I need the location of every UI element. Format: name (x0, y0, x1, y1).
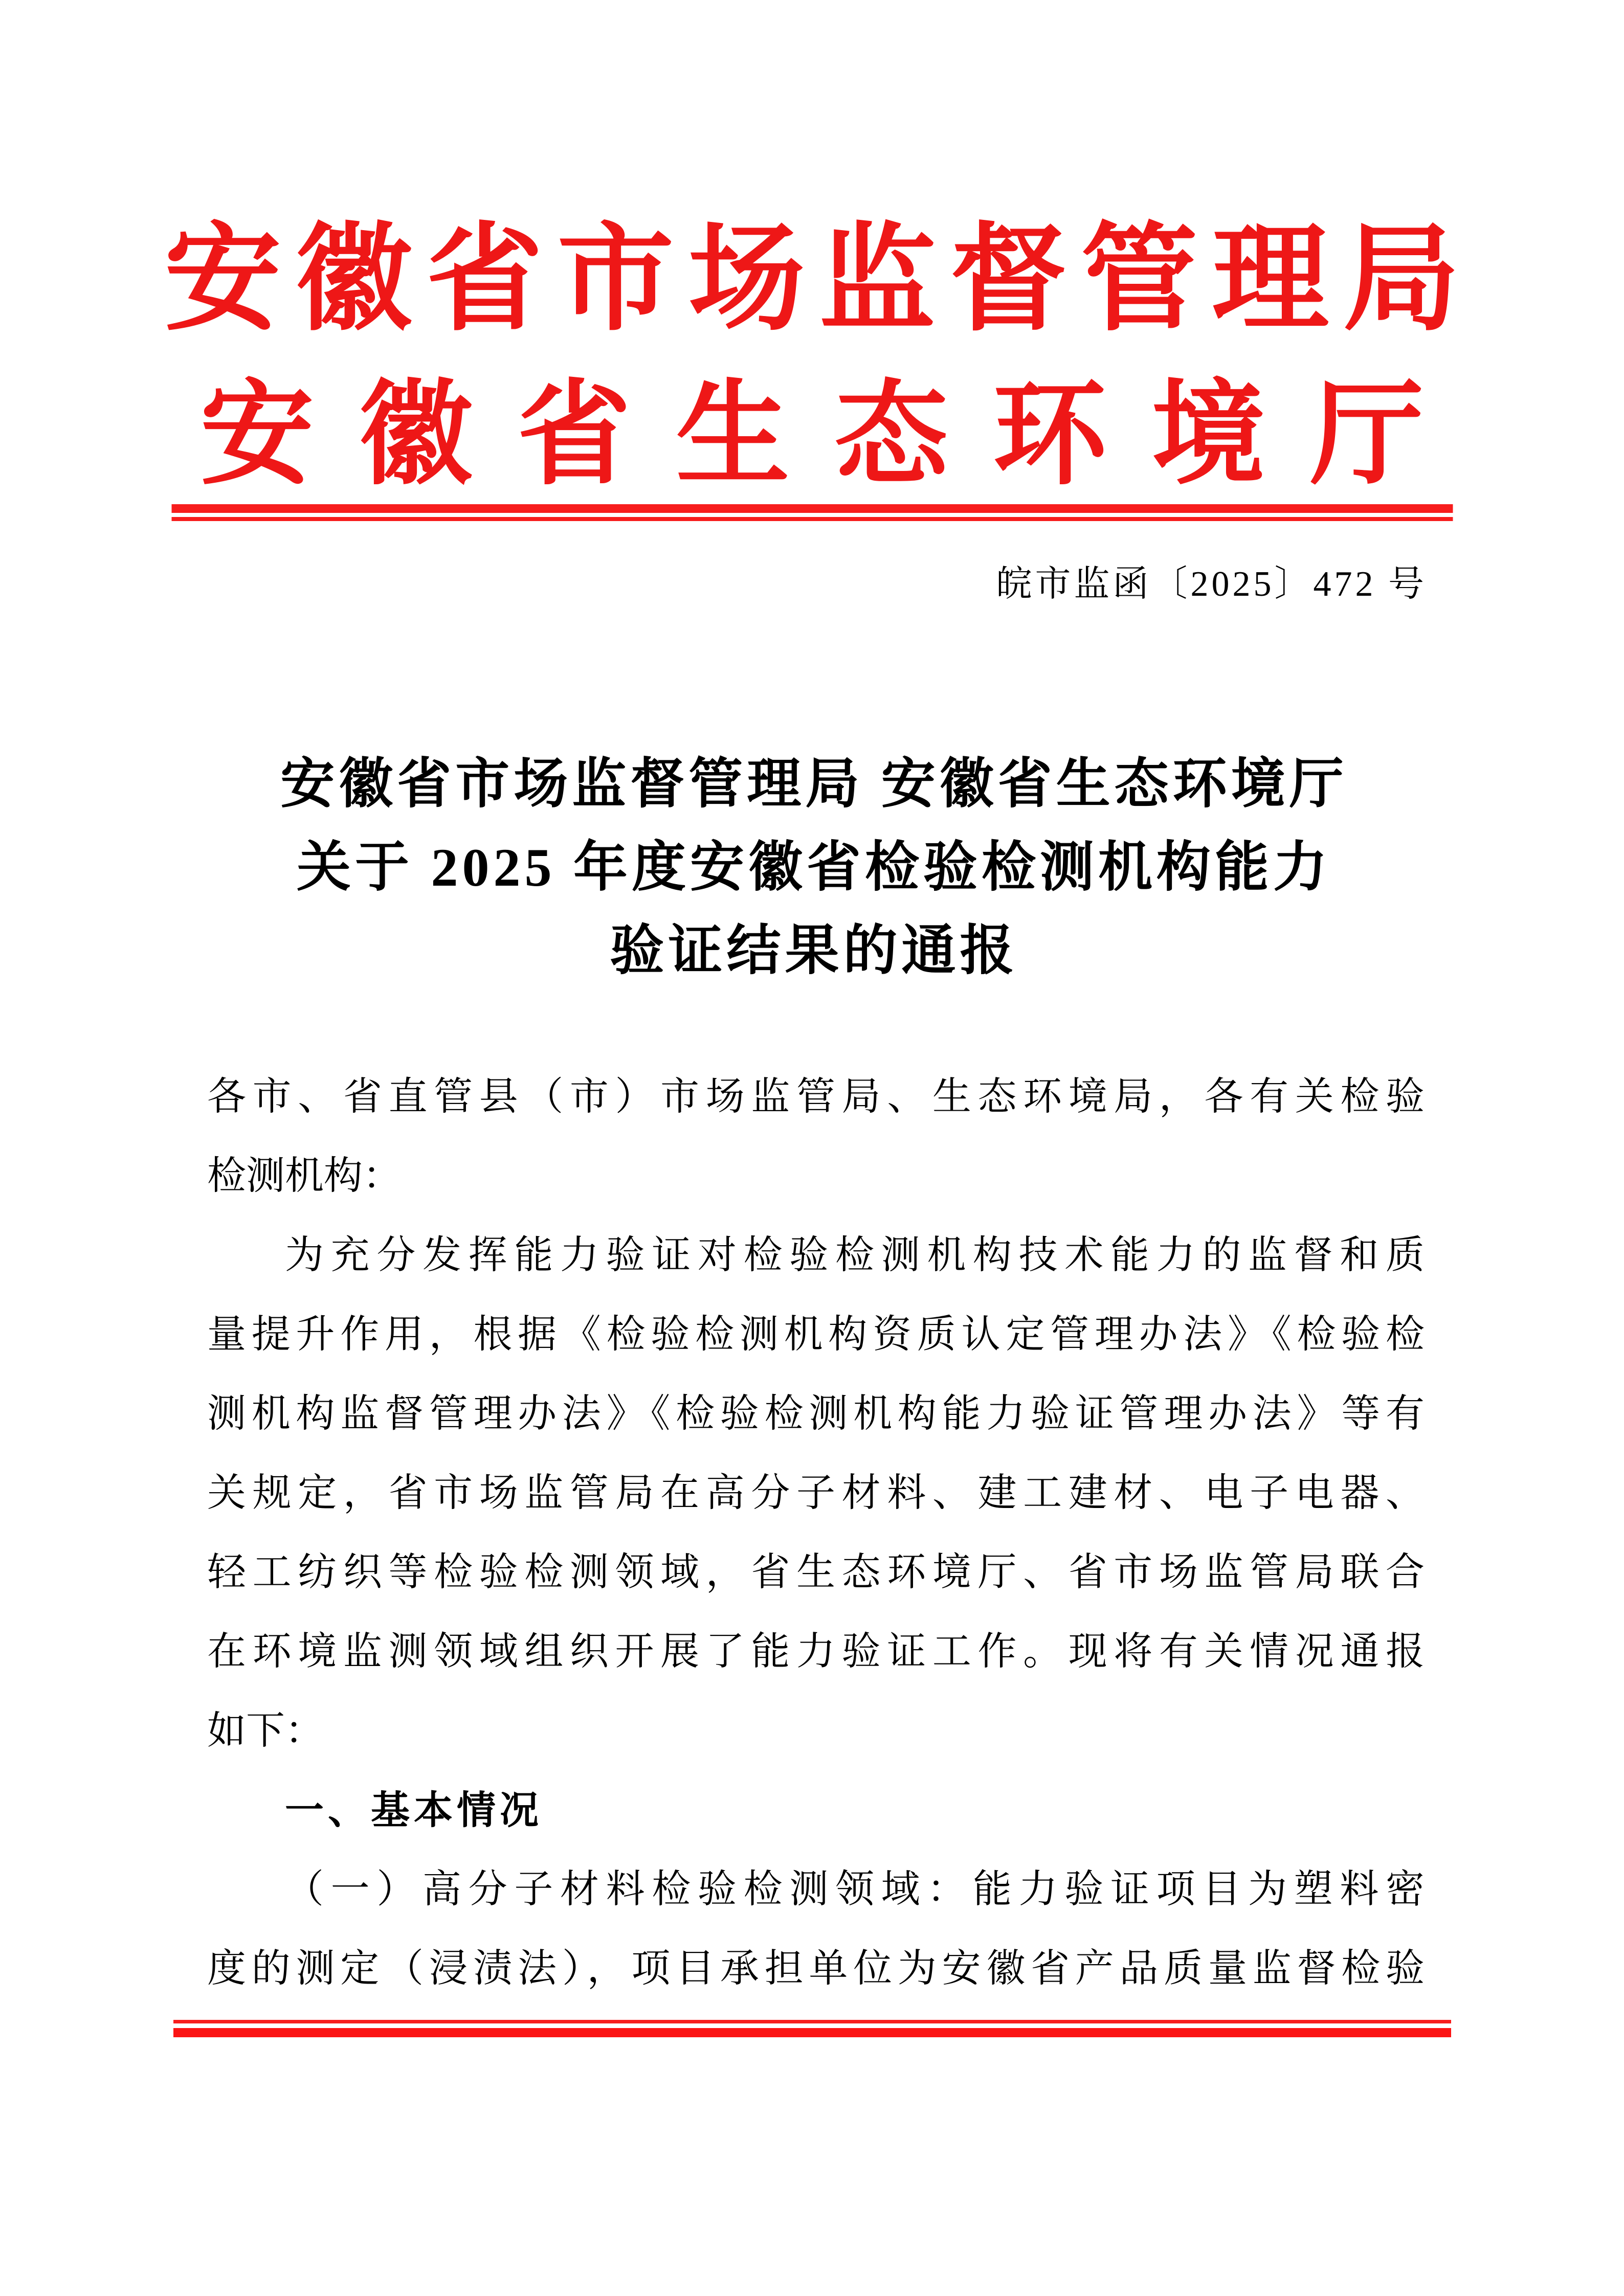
header-rule-thin-bar (171, 517, 1453, 521)
header-rule-gap (171, 513, 1453, 517)
body-line-para1-7: 如下： (207, 1709, 324, 1752)
footer-rule-gap (173, 2023, 1451, 2028)
document-number: 皖市监函〔2025〕472 号 (996, 565, 1427, 604)
header-double-rule (171, 504, 1453, 521)
body-line-para1-5: 轻工纺织等检验检测领域，省生态环境厅、省市场监管局联合 (207, 1551, 1425, 1594)
body-line-para1-4: 关规定，省市场监管局在高分子材料、建工建材、电子电器、 (207, 1472, 1425, 1515)
body-line-salutation-1: 各市、省直管县（市）市场监管局、生态环境局，各有关检验 (207, 1075, 1425, 1118)
letterhead-org-line-1: 安徽省市场监督管理局 (164, 216, 1474, 345)
title-line-3: 验证结果的通报 (610, 921, 1018, 981)
body-line-para1-1: 为充分发挥能力验证对检验检测机构技术能力的监督和质 (285, 1234, 1425, 1277)
document-title (0, 742, 1624, 993)
body-line-salutation-2: 检测机构： (207, 1155, 402, 1198)
section-heading-basic-situation: 一、基本情况 (285, 1789, 543, 1832)
body-line-para1-2: 量提升作用，根据《检验检测机构资质认定管理办法》《检验检 (207, 1313, 1425, 1356)
body-line-item1-2: 度的测定（浸渍法），项目承担单位为安徽省产品质量监督检验 (207, 1947, 1425, 1990)
title-line-1: 安徽省市场监督管理局 安徽省生态环境厅 (280, 754, 1348, 814)
body-line-para1-6: 在环境监测领域组织开展了能力验证工作。现将有关情况通报 (207, 1630, 1425, 1673)
footer-rule-thin-bar (173, 2020, 1451, 2023)
footer-rule-thick-bar (173, 2028, 1451, 2037)
title-line-2: 关于 2025 年度安徽省检验检测机构能力 (297, 838, 1331, 897)
header-rule-thick-bar (171, 504, 1453, 513)
body-line-para1-3: 测机构监督管理办法》《检验检测机构能力验证管理办法》等有 (207, 1392, 1425, 1435)
footer-double-rule (173, 2020, 1451, 2037)
letterhead-org-line-2: 安徽省生态环境厅 (200, 373, 1469, 499)
body-line-item1-1: （一）高分子材料检验检测领域：能力验证项目为塑料密 (285, 1868, 1425, 1911)
document-body (207, 1057, 1425, 2009)
